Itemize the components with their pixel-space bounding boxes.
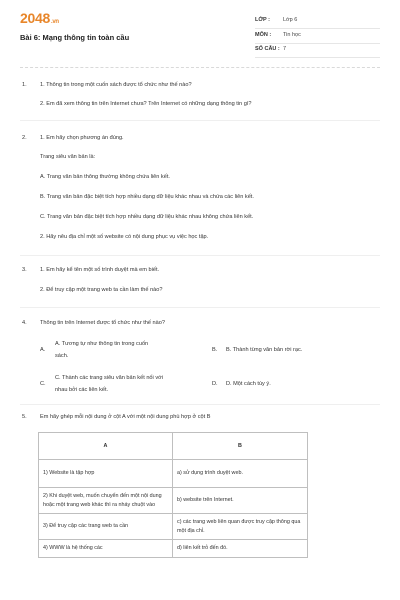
meta-count [255, 45, 380, 58]
question-4-option-a-line1: A. Tương tự như thông tin trong cuốn [55, 341, 149, 347]
table-cell-b: d) liên kết trỏ đến đó. [173, 540, 308, 558]
question-3-item-2: 2. Để truy cập một trang web ta cần làm thế nào? [40, 287, 163, 293]
column-b-header: B [173, 433, 308, 460]
table-cell-b: a) sử dụng trình duyệt web. [173, 460, 308, 488]
question-2-intro: 1. Em hãy chọn phương án đúng. [40, 135, 124, 141]
table-cell-a: 2) Khi duyệt web, muốn chuyển đến một nội dung hoặc một trang web khác thì ra nháy chuột vào [39, 488, 173, 514]
question-2-stem: Trang siêu văn bản là: [40, 154, 96, 160]
site-logo[interactable] [20, 10, 59, 26]
question-4-number: 4. [22, 320, 27, 326]
question-2-option-b: B. Trang văn bản đặc biệt tích hợp nhiều dạng dữ liệu khác nhau và chứa các liên kết. [40, 194, 254, 200]
meta-subject-value: Tin học [283, 32, 301, 38]
table-row [39, 460, 308, 488]
question-4-stem: Thông tin trên Internet được tổ chức như thế nào? [40, 320, 165, 326]
question-2-number: 2. [22, 135, 27, 141]
meta-class-value: Lớp 6 [283, 17, 298, 23]
meta-subject [255, 31, 380, 44]
matching-table [38, 432, 308, 558]
question-1-item-1: 1. Thông tin trong một cuốn sách được tổ chức như thế nào? [40, 82, 192, 88]
column-a-header: A [39, 433, 173, 460]
question-4-option-c-line2: nhau bởi các liên kết. [55, 387, 109, 393]
question-1-number: 1. [22, 82, 27, 88]
page-title: Bài 6: Mạng thông tin toàn cầu [20, 33, 130, 42]
question-4-option-d-letter[interactable]: D. [212, 381, 218, 387]
question-4-option-b-text: B. Thành từng văn bản rời rạc. [226, 347, 303, 353]
meta-count-value: 7 [283, 46, 287, 52]
table-cell-b: c) các trang web liên quan được truy cập thông qua một địa chỉ. [173, 514, 308, 540]
question-4-option-a-letter[interactable]: A. [40, 347, 46, 353]
logo-text: 2048 [20, 10, 50, 26]
question-5-number: 5. [22, 414, 27, 420]
table-cell-a: 4) WWW là hệ thống các [39, 540, 173, 558]
question-4-option-a-line2: sách. [55, 353, 69, 359]
table-row [39, 540, 308, 558]
separator [20, 255, 380, 256]
table-row [39, 514, 308, 540]
table-cell-a: 3) Để truy cập các trang web ta cần [39, 514, 173, 540]
question-2-option-a: A. Trang văn bản thông thường không chứa liên kết. [40, 174, 170, 180]
meta-subject-label: MÔN : [255, 32, 272, 38]
question-2-item-2: 2. Hãy nêu địa chỉ một số website có nội dung phục vụ việc học tập. [40, 234, 209, 240]
question-4-option-b-letter[interactable]: B. [212, 347, 218, 353]
logo-suffix: .vn [50, 19, 59, 25]
separator [20, 307, 380, 308]
table-cell-b: b) website trên Internet. [173, 488, 308, 514]
table-row [39, 488, 308, 514]
page-header [0, 0, 400, 68]
question-3-number: 3. [22, 267, 27, 273]
meta-count-label: SỐ CÂU : [255, 46, 280, 52]
question-4-option-d-text: D. Một cách tùy ý. [226, 381, 271, 387]
meta-class-label: LỚP : [255, 17, 270, 23]
question-4-option-c-letter[interactable]: C. [40, 381, 46, 387]
question-5-stem: Em hãy ghép mỗi nội dung ở cột A với một nội dung phù hợp ở cột B [40, 414, 211, 420]
question-3-item-1: 1. Em hãy kể tên một số trình duyệt mà em biết. [40, 267, 160, 273]
separator [20, 120, 380, 121]
question-4-option-c-line1: C. Thành các trang siêu văn bản kết nối với [55, 375, 164, 381]
question-2-option-c: C. Trang văn bản đặc biệt tích hợp nhiều dạng dữ liệu khác nhau không chứa liên kết. [40, 214, 254, 220]
table-cell-a: 1) Website là tập hợp [39, 460, 173, 488]
question-1-item-2: 2. Em đã xem thông tin trên Internet chưa? Trên Internet có những dạng thông tin gì? [40, 101, 252, 107]
table-header-row [39, 433, 308, 460]
meta-class [255, 16, 380, 29]
header-divider [20, 67, 380, 68]
separator [20, 404, 380, 405]
